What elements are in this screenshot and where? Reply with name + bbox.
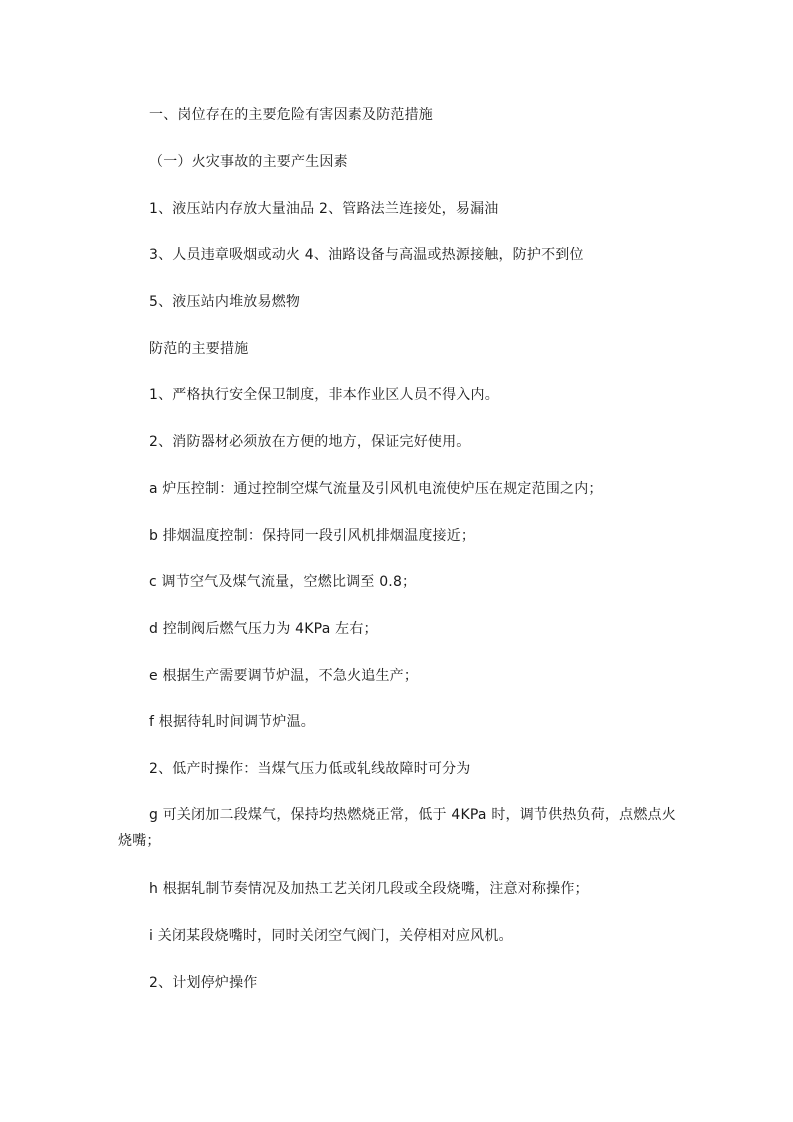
paragraph: h 根据轧制节奏情况及加热工艺关闭几段或全段烧嘴，注意对称操作； xyxy=(149,881,589,897)
subsection-heading: （一）火灾事故的主要产生因素 xyxy=(149,154,348,170)
subsection-heading: 防范的主要措施 xyxy=(149,341,249,357)
paragraph: 1、严格执行安全保卫制度，非本作业区人员不得入内。 xyxy=(149,387,499,403)
paragraph: 3、人员违章吸烟或动火 4、油路设备与高温或热源接触，防护不到位 xyxy=(149,247,584,263)
paragraph: 2、计划停炉操作 xyxy=(149,975,258,991)
section-heading: 一、岗位存在的主要危险有害因素及防范措施 xyxy=(149,107,433,123)
paragraph: a 炉压控制：通过控制空煤气流量及引风机电流使炉压在规定范围之内； xyxy=(149,481,603,497)
paragraph: e 根据生产需要调节炉温，不急火追生产； xyxy=(149,668,419,684)
paragraph: i 关闭某段烧嘴时，同时关闭空气阀门，关停相对应风机。 xyxy=(149,928,513,944)
paragraph: d 控制阀后燃气压力为 4KPa 左右； xyxy=(149,621,378,637)
paragraph: 1、液压站内存放大量油品 2、管路法兰连接处，易漏油 xyxy=(149,201,499,217)
paragraph: f 根据待轧时间调节炉温。 xyxy=(149,714,315,730)
paragraph: 2、低产时操作：当煤气压力低或轧线故障时可分为 xyxy=(149,761,471,777)
paragraph: 2、消防器材必须放在方便的地方，保证完好使用。 xyxy=(149,434,471,450)
paragraph: 5、液压站内堆放易燃物 xyxy=(149,294,301,310)
paragraph: g 可关闭加二段煤气，保持均热燃烧正常，低于 4KPa 时，调节供热负荷，点燃点火烧嘴； xyxy=(118,807,676,849)
paragraph: c 调节空气及煤气流量，空燃比调至 0.8； xyxy=(149,574,417,590)
paragraph: b 排烟温度控制：保持同一段引风机排烟温度接近； xyxy=(149,528,476,544)
